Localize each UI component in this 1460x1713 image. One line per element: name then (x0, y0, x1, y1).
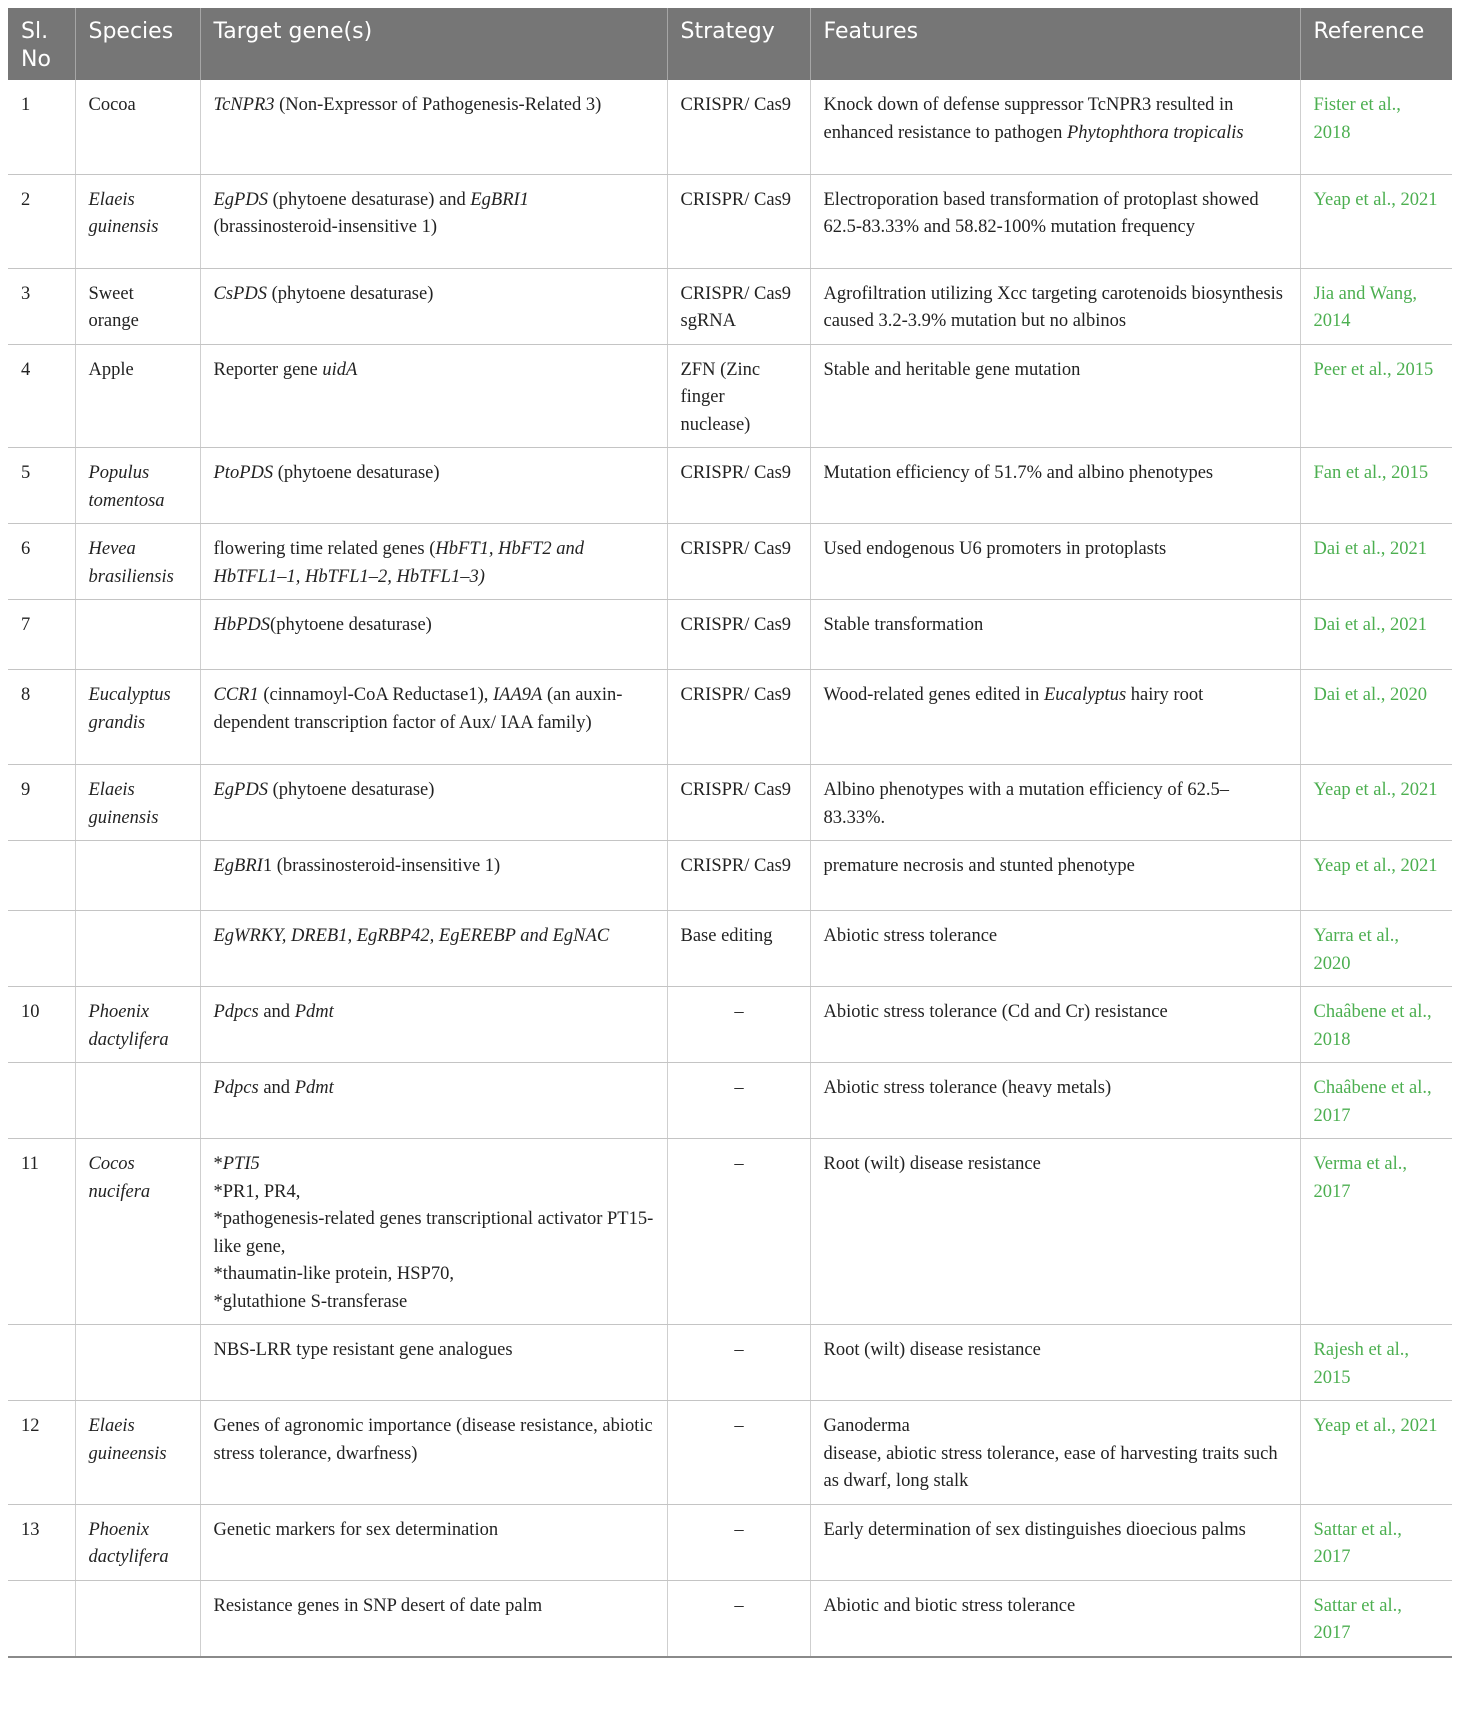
text-run: HbPDS (213, 615, 271, 635)
text-run: premature necrosis and stunted phenotype (823, 856, 1135, 876)
text-run: Wood-related genes edited in (823, 685, 1044, 705)
table-row (8, 670, 1452, 765)
reference-link[interactable]: Yeap et al., 2021 (1313, 780, 1438, 800)
cell-reference (1300, 80, 1452, 174)
text-run: * (213, 1154, 223, 1174)
feature-line (824, 1413, 1288, 1441)
cell-target-genes (200, 670, 667, 765)
cell-reference (1300, 1580, 1452, 1657)
cell-features (810, 765, 1300, 841)
reference-link[interactable]: Dai et al., 2021 (1313, 615, 1428, 635)
cell-strategy: ZFN (Zinc finger nuclease) (667, 344, 810, 448)
text-run: Albino phenotypes with a mutation efficiency of 62.5–83.33%. (823, 780, 1230, 828)
text-run: Reporter gene (213, 359, 323, 380)
text-run: Root (wilt) disease resistance (823, 1340, 1041, 1360)
reference-link[interactable]: Dai et al., 2020 (1313, 685, 1428, 705)
reference-link[interactable]: Fister et al., 2018 (1313, 95, 1401, 143)
text-run: PTI5 (222, 1154, 260, 1174)
cell-features (810, 1580, 1300, 1657)
cell-target-genes (200, 174, 667, 268)
text-run: and (258, 1002, 295, 1022)
text-run: (Non-Expressor of Pathogenesis-Related 3) (274, 95, 602, 115)
cell-reference (1300, 268, 1452, 344)
table-row (8, 841, 1452, 911)
table-row (8, 765, 1452, 841)
reference-link[interactable]: Yeap et al., 2021 (1313, 189, 1438, 210)
cell-target-genes (200, 600, 667, 670)
cell-target-genes (200, 1139, 667, 1325)
header-features: Features (810, 8, 1300, 80)
cell-reference (1300, 448, 1452, 524)
cell-target-genes (200, 1504, 667, 1580)
cell-reference (1300, 1139, 1452, 1325)
gene-line (214, 1179, 655, 1207)
text-run: Abiotic stress tolerance (823, 926, 998, 946)
cell-strategy: CRISPR/ Cas9 (667, 448, 810, 524)
gene-editing-table (8, 8, 1452, 1658)
cell-reference (1300, 1063, 1452, 1139)
cell-strategy: – (667, 1325, 810, 1401)
table-container (8, 8, 1452, 1658)
cell-reference (1300, 344, 1452, 448)
cell-features (810, 987, 1300, 1063)
table-body (8, 80, 1452, 1657)
reference-link[interactable]: Yeap et al., 2021 (1313, 856, 1438, 876)
cell-reference (1300, 1504, 1452, 1580)
cell-strategy: – (667, 987, 810, 1063)
cell-target-genes (200, 1325, 667, 1401)
cell-sl-no: 12 (8, 1401, 75, 1505)
text-run: Ganoderma (823, 1416, 910, 1436)
cell-sl-no (8, 841, 75, 911)
cell-reference (1300, 987, 1452, 1063)
cell-species: Phoenix dactylifera (75, 1504, 200, 1580)
text-run: EgBRI (213, 856, 263, 876)
cell-species (75, 1325, 200, 1401)
text-run: *thaumatin-like protein, HSP70, (213, 1264, 454, 1284)
text-run: Stable transformation (823, 615, 984, 635)
cell-sl-no: 13 (8, 1504, 75, 1580)
gene-line (214, 1261, 655, 1289)
cell-sl-no: 2 (8, 174, 75, 268)
cell-sl-no: 7 (8, 600, 75, 670)
reference-link[interactable]: Verma et al., 2017 (1313, 1154, 1407, 1202)
cell-species (75, 1580, 200, 1657)
text-run: Mutation efficiency of 51.7% and albino phenotypes (823, 463, 1214, 483)
cell-sl-no (8, 911, 75, 987)
cell-strategy: CRISPR/ Cas9 sgRNA (667, 268, 810, 344)
header-species: Species (75, 8, 200, 80)
cell-strategy: CRISPR/ Cas9 (667, 80, 810, 174)
table-row (8, 448, 1452, 524)
text-run: (an auxin-dependent transcription factor of Aux/ IAA family) (213, 685, 623, 733)
cell-target-genes (200, 268, 667, 344)
cell-sl-no: 10 (8, 987, 75, 1063)
text-run: TcNPR3 (213, 95, 275, 115)
table-row (8, 1580, 1452, 1657)
cell-species: Elaeis guineensis (75, 1401, 200, 1505)
text-run: Pdmt (294, 1002, 334, 1022)
text-run: Genetic markers for sex determination (213, 1519, 499, 1540)
text-run: Agrofiltration utilizing Xcc targeting carotenoids biosynthesis caused 3.2-3.9% mutation but no albinos (823, 283, 1283, 331)
cell-sl-no: 11 (8, 1139, 75, 1325)
text-run: Root (wilt) disease resistance (823, 1154, 1041, 1174)
reference-link[interactable]: Fan et al., 2015 (1313, 463, 1429, 483)
cell-species (75, 841, 200, 911)
cell-species: Apple (75, 344, 200, 448)
cell-species (75, 1063, 200, 1139)
cell-features (810, 1325, 1300, 1401)
text-run: flowering time related genes ( (213, 539, 436, 559)
cell-reference (1300, 765, 1452, 841)
text-run: uidA (322, 359, 358, 380)
cell-target-genes (200, 524, 667, 600)
reference-link[interactable]: Chaâbene et al., 2017 (1313, 1078, 1432, 1126)
cell-sl-no: 1 (8, 80, 75, 174)
cell-features (810, 600, 1300, 670)
table-row (8, 1063, 1452, 1139)
cell-strategy: CRISPR/ Cas9 (667, 174, 810, 268)
cell-features (810, 1063, 1300, 1139)
text-run: Phytophthora tropicalis (1066, 122, 1244, 143)
text-run: CCR1 (213, 685, 259, 705)
cell-strategy: – (667, 1063, 810, 1139)
cell-target-genes (200, 1063, 667, 1139)
table-row (8, 344, 1452, 448)
text-run: *PR1, PR4, (213, 1181, 301, 1202)
cell-strategy: – (667, 1139, 810, 1325)
cell-strategy: CRISPR/ Cas9 (667, 670, 810, 765)
text-run: Genes of agronomic importance (disease resistance, abiotic stress tolerance, dwarfness) (213, 1416, 653, 1464)
reference-link[interactable]: Yarra et al., 2020 (1313, 926, 1399, 974)
cell-features (810, 1401, 1300, 1505)
text-run: Pdmt (294, 1078, 334, 1098)
text-run: (phytoene desaturase) and (267, 189, 471, 210)
cell-target-genes (200, 344, 667, 448)
table-row (8, 1325, 1452, 1401)
table-header (8, 8, 1452, 80)
cell-sl-no: 4 (8, 344, 75, 448)
text-run: (phytoene desaturase) (266, 283, 434, 304)
header-sl-no: Sl. No (8, 8, 75, 80)
text-run: Abiotic stress tolerance (heavy metals) (823, 1078, 1112, 1098)
feature-line (824, 1441, 1288, 1496)
text-run: (phytoene desaturase) (270, 615, 432, 635)
text-run: Eucalyptus (1043, 685, 1127, 705)
text-run: and (258, 1078, 295, 1098)
cell-target-genes (200, 911, 667, 987)
cell-features (810, 174, 1300, 268)
text-run: Abiotic and biotic stress tolerance (823, 1595, 1076, 1616)
cell-species: Elaeis guinensis (75, 174, 200, 268)
cell-strategy: CRISPR/ Cas9 (667, 841, 810, 911)
cell-target-genes (200, 1580, 667, 1657)
cell-species: Eucalyptus grandis (75, 670, 200, 765)
cell-sl-no (8, 1580, 75, 1657)
reference-link[interactable]: Chaâbene et al., 2018 (1313, 1002, 1432, 1050)
text-run: Early determination of sex distinguishes dioecious palms (823, 1519, 1246, 1540)
cell-reference (1300, 1325, 1452, 1401)
cell-features (810, 344, 1300, 448)
cell-target-genes (200, 987, 667, 1063)
cell-reference (1300, 911, 1452, 987)
text-run: Electroporation based transformation of protoplast showed 62.5-83.33% and 58.82-100% mutation frequency (823, 189, 1259, 237)
cell-sl-no: 8 (8, 670, 75, 765)
header-reference: Reference (1300, 8, 1452, 80)
reference-link[interactable]: Dai et al., 2021 (1313, 539, 1428, 559)
text-run: disease, abiotic stress tolerance, ease of harvesting traits such as dwarf, long stalk (823, 1443, 1278, 1491)
cell-species: Cocos nucifera (75, 1139, 200, 1325)
cell-strategy: CRISPR/ Cas9 (667, 600, 810, 670)
table-row (8, 1401, 1452, 1505)
cell-target-genes (200, 841, 667, 911)
cell-species (75, 911, 200, 987)
cell-target-genes (200, 80, 667, 174)
text-run: Pdpcs (213, 1002, 259, 1022)
text-run: IAA9A (493, 685, 543, 705)
text-run: EgPDS (213, 189, 268, 210)
cell-reference (1300, 524, 1452, 600)
text-run: hairy root (1126, 685, 1204, 705)
text-run: HbFT1, HbFT2 and HbTFL1–1, HbTFL1–2, HbTFL1–3) (213, 539, 584, 587)
cell-strategy: CRISPR/ Cas9 (667, 524, 810, 600)
reference-link[interactable]: Sattar et al., 2017 (1313, 1595, 1402, 1643)
text-run: (cinnamoyl-CoA Reductase1), (258, 685, 494, 705)
reference-link[interactable]: Jia and Wang, 2014 (1313, 283, 1417, 331)
cell-species: Elaeis guinensis (75, 765, 200, 841)
reference-link[interactable]: Rajesh et al., 2015 (1313, 1340, 1410, 1388)
cell-features (810, 268, 1300, 344)
cell-features (810, 1504, 1300, 1580)
table-row (8, 80, 1452, 174)
text-run: *pathogenesis-related genes transcriptional activator PT15-like gene, (213, 1209, 654, 1257)
text-run: Knock down of defense suppressor TcNPR3 resulted in enhanced resistance to pathogen (823, 95, 1234, 143)
cell-features (810, 448, 1300, 524)
cell-species (75, 600, 200, 670)
text-run: PtoPDS (213, 463, 274, 483)
cell-reference (1300, 1401, 1452, 1505)
cell-sl-no (8, 1063, 75, 1139)
cell-sl-no: 6 (8, 524, 75, 600)
cell-sl-no (8, 1325, 75, 1401)
reference-link[interactable]: Sattar et al., 2017 (1313, 1519, 1402, 1567)
cell-species: Hevea brasiliensis (75, 524, 200, 600)
text-run: CsPDS (213, 283, 267, 304)
table-row (8, 911, 1452, 987)
cell-strategy: CRISPR/ Cas9 (667, 765, 810, 841)
cell-target-genes (200, 1401, 667, 1505)
text-run: Resistance genes in SNP desert of date palm (213, 1595, 543, 1616)
gene-line (214, 1206, 655, 1261)
cell-reference (1300, 600, 1452, 670)
cell-reference (1300, 670, 1452, 765)
cell-target-genes (200, 765, 667, 841)
text-run: *glutathione S-transferase (213, 1291, 408, 1312)
cell-features (810, 80, 1300, 174)
reference-link[interactable]: Yeap et al., 2021 (1313, 1416, 1438, 1436)
cell-sl-no: 9 (8, 765, 75, 841)
table-row (8, 524, 1452, 600)
table-row (8, 174, 1452, 268)
cell-reference (1300, 174, 1452, 268)
table-row (8, 600, 1452, 670)
cell-strategy: – (667, 1504, 810, 1580)
text-run: 1 (brassinosteroid-insensitive 1) (262, 856, 501, 876)
cell-species: Populus tomentosa (75, 448, 200, 524)
header-target-genes: Target gene(s) (200, 8, 667, 80)
cell-sl-no: 3 (8, 268, 75, 344)
text-run: Used endogenous U6 promoters in protoplasts (823, 539, 1167, 559)
gene-line (214, 1151, 655, 1179)
text-run: (phytoene desaturase) (267, 780, 435, 800)
text-run: (brassinosteroid-insensitive 1) (213, 217, 437, 237)
cell-sl-no: 5 (8, 448, 75, 524)
cell-features (810, 670, 1300, 765)
text-run: Abiotic stress tolerance (Cd and Cr) resistance (823, 1002, 1168, 1022)
text-run: EgWRKY, DREB1, EgRBP42, EgEREBP and EgNAC (213, 926, 610, 946)
text-run: EgBRI1 (470, 189, 529, 210)
table-row (8, 1139, 1452, 1325)
table-row (8, 987, 1452, 1063)
text-run: EgPDS (213, 780, 268, 800)
header-row (8, 8, 1452, 80)
gene-line (214, 1289, 655, 1317)
table-row (8, 1504, 1452, 1580)
text-run: (phytoene desaturase) (273, 463, 440, 483)
text-run: Stable and heritable gene mutation (823, 359, 1081, 380)
cell-species: Sweet orange (75, 268, 200, 344)
cell-strategy: – (667, 1401, 810, 1505)
cell-features (810, 1139, 1300, 1325)
cell-species: Phoenix dactylifera (75, 987, 200, 1063)
cell-strategy: Base editing (667, 911, 810, 987)
text-run: NBS-LRR type resistant gene analogues (213, 1340, 513, 1360)
cell-reference (1300, 841, 1452, 911)
reference-link[interactable]: Peer et al., 2015 (1313, 359, 1434, 380)
cell-species: Cocoa (75, 80, 200, 174)
cell-strategy: – (667, 1580, 810, 1657)
text-run: Pdpcs (213, 1078, 259, 1098)
cell-target-genes (200, 448, 667, 524)
cell-features (810, 911, 1300, 987)
table-row (8, 268, 1452, 344)
cell-features (810, 841, 1300, 911)
cell-features (810, 524, 1300, 600)
header-strategy: Strategy (667, 8, 810, 80)
